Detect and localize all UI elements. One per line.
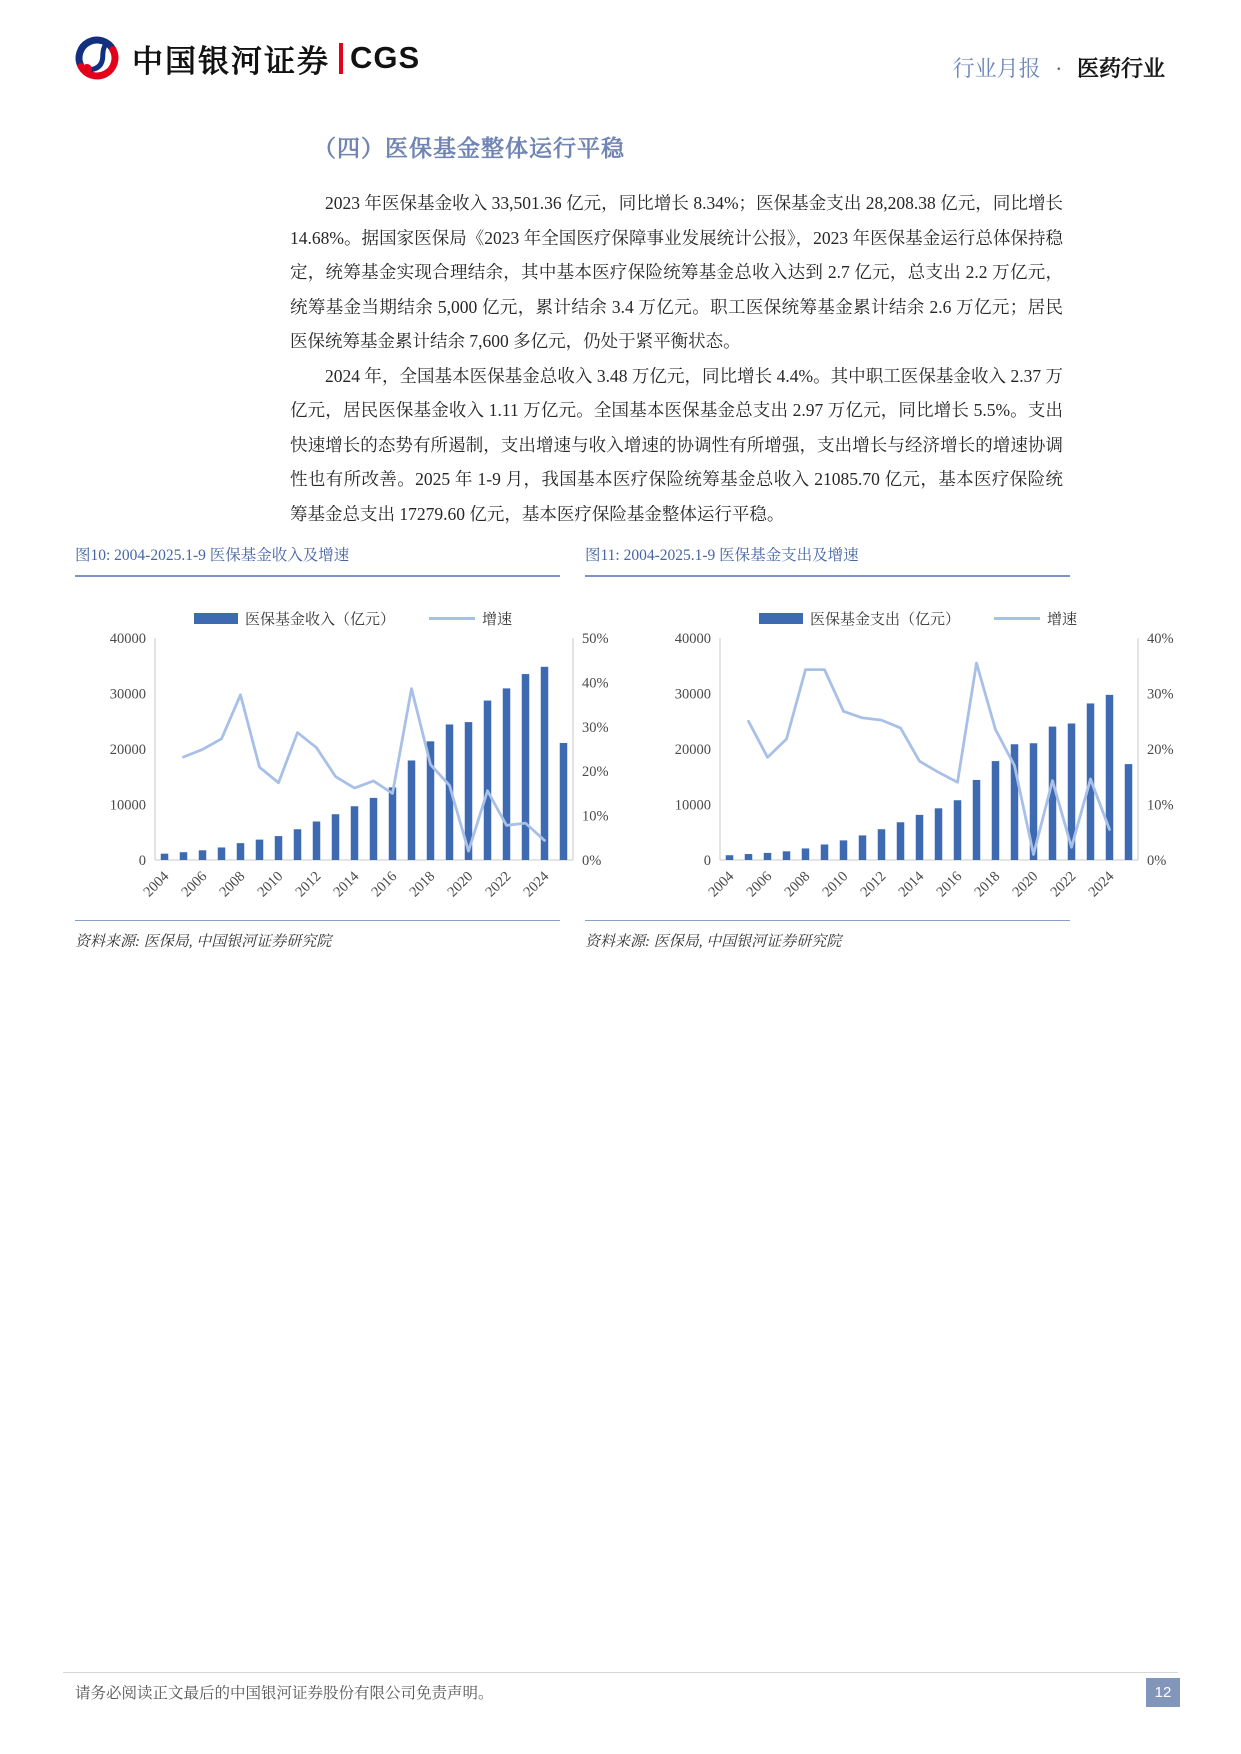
svg-text:40000: 40000 — [674, 631, 711, 647]
legend-item-bars — [759, 608, 960, 629]
logo-text-en: CGS — [350, 40, 421, 75]
svg-text:2012: 2012 — [857, 868, 890, 901]
legend-item-bars — [194, 608, 395, 629]
legend-label: 医保基金收入（亿元） — [244, 611, 395, 628]
svg-text:2014: 2014 — [895, 868, 928, 901]
bar-swatch-icon — [194, 613, 238, 624]
body-text — [290, 186, 1063, 531]
figure-expenditure-source-rule — [585, 920, 1070, 921]
galaxy-swirl-icon — [73, 34, 121, 82]
svg-text:20000: 20000 — [109, 742, 146, 758]
svg-text:0%: 0% — [582, 853, 602, 869]
paragraph-1: 2023 年医保基金收入 33,501.36 亿元，同比增长 8.34%；医保基金支出 28,208.38 亿元，同比增长 14.68%。据国家医保局《2023 年全国医疗保障事业发展统计公报》，2023 年医保基金运行总体保持稳定，统筹基金实现合理结余，其中基本医疗保险统筹基金总收入达到 2.7 亿元，总支出 2.2 万亿元，统筹基金当期结余 5,000 亿元，累计结余 3.4 万亿元。职工医保统筹基金累计结余 2.6 万亿元；居民医保统筹基金累计结余 7,600 多亿元，仍处于紧平衡状态。 — [290, 193, 1063, 351]
svg-text:2024: 2024 — [520, 868, 553, 901]
report-type-header — [953, 52, 1165, 83]
svg-text:2004: 2004 — [705, 868, 738, 901]
svg-text:10%: 10% — [1147, 797, 1174, 814]
figure-income-title-rule — [75, 575, 560, 577]
svg-text:20%: 20% — [1147, 742, 1174, 758]
company-logo — [73, 34, 420, 82]
svg-text:30%: 30% — [1147, 686, 1174, 703]
svg-text:10%: 10% — [582, 808, 609, 825]
svg-text:2024: 2024 — [1085, 868, 1118, 901]
svg-text:2020: 2020 — [444, 868, 477, 901]
svg-text:10000: 10000 — [109, 797, 146, 814]
figure-expenditure — [585, 545, 1185, 951]
separator-dot: · — [1055, 56, 1063, 81]
legend-label: 医保基金支出（亿元） — [809, 611, 960, 628]
svg-text:2016: 2016 — [368, 868, 401, 901]
income-chart-svg — [83, 630, 623, 918]
disclaimer-text: 请务必阅读正文最后的中国银河证券股份有限公司免责声明。 — [75, 1685, 494, 1702]
svg-text:30000: 30000 — [674, 686, 711, 703]
svg-text:2006: 2006 — [743, 868, 776, 901]
legend-label: 增速 — [1047, 611, 1078, 628]
svg-text:2012: 2012 — [292, 868, 325, 901]
figure-income-source-rule — [75, 920, 560, 921]
legend-item-line — [994, 608, 1077, 629]
svg-text:20000: 20000 — [674, 742, 711, 758]
svg-text:30000: 30000 — [109, 686, 146, 703]
income-legend — [83, 608, 623, 628]
line-swatch-icon — [429, 617, 475, 620]
paragraph-2: 2024 年，全国基本医保基金总收入 3.48 万亿元，同比增长 4.4%。其中职工医保基金收入 2.37 万亿元，居民医保基金收入 1.11 万亿元。全国基本医保基金总支出 2.97 万亿元，同比增长 5.5%。支出快速增长的态势有所遏制，支出增速与收入增速的协调性有所增强，支出增长与经济增长的增速协调性也有所改善。2025 年 1-9 月，我国基本医疗保险统筹基金总收入 21085.70 亿元，基本医疗保险统筹基金总支出 17279.60 亿元，基本医疗保险基金整体运行平稳。 — [290, 365, 1063, 524]
figure-expenditure-title-rule — [585, 575, 1070, 577]
figure-expenditure-title: 图11: 2004-2025.1-9 医保基金支出及增速 — [585, 547, 859, 564]
svg-text:2022: 2022 — [1047, 868, 1080, 901]
bar-swatch-icon — [759, 613, 803, 624]
page-number-badge: 12 — [1146, 1678, 1180, 1707]
svg-text:0: 0 — [138, 853, 146, 869]
income-chart — [83, 608, 623, 918]
expenditure-chart-svg — [648, 630, 1188, 918]
svg-text:2006: 2006 — [178, 868, 211, 901]
svg-text:40000: 40000 — [109, 631, 146, 647]
svg-text:2010: 2010 — [819, 868, 852, 901]
legend-item-line — [429, 608, 512, 629]
svg-text:2018: 2018 — [406, 868, 439, 901]
line-swatch-icon — [994, 617, 1040, 620]
section-heading: （四）医保基金整体运行平稳 — [313, 136, 625, 161]
figure-income-title: 图10: 2004-2025.1-9 医保基金收入及增速 — [75, 547, 350, 564]
svg-text:2010: 2010 — [254, 868, 287, 901]
svg-text:0: 0 — [703, 853, 711, 869]
figure-income-source: 资料来源: 医保局, 中国银河证券研究院 — [75, 934, 332, 950]
svg-text:2004: 2004 — [140, 868, 173, 901]
svg-text:2020: 2020 — [1009, 868, 1042, 901]
svg-text:40%: 40% — [582, 675, 609, 692]
svg-text:30%: 30% — [582, 719, 609, 736]
svg-text:2008: 2008 — [781, 868, 814, 901]
svg-text:20%: 20% — [582, 764, 609, 781]
svg-text:2008: 2008 — [216, 868, 249, 901]
figure-expenditure-source: 资料来源: 医保局, 中国银河证券研究院 — [585, 934, 842, 950]
doc-type-label: 行业月报 — [952, 56, 1041, 81]
svg-text:0%: 0% — [1147, 853, 1167, 869]
svg-text:2016: 2016 — [933, 868, 966, 901]
svg-text:2022: 2022 — [482, 868, 515, 901]
footer-rule — [63, 1672, 1178, 1673]
svg-text:10000: 10000 — [674, 797, 711, 814]
svg-text:40%: 40% — [1147, 631, 1174, 647]
svg-text:50%: 50% — [582, 631, 609, 647]
industry-label: 医药行业 — [1076, 56, 1165, 81]
expenditure-legend — [648, 608, 1188, 628]
legend-label: 增速 — [482, 611, 513, 628]
logo-divider — [339, 43, 343, 74]
svg-text:2018: 2018 — [971, 868, 1004, 901]
expenditure-chart — [648, 608, 1188, 918]
logo-text-cn: 中国银河证券 — [132, 43, 330, 79]
svg-text:2014: 2014 — [330, 868, 363, 901]
